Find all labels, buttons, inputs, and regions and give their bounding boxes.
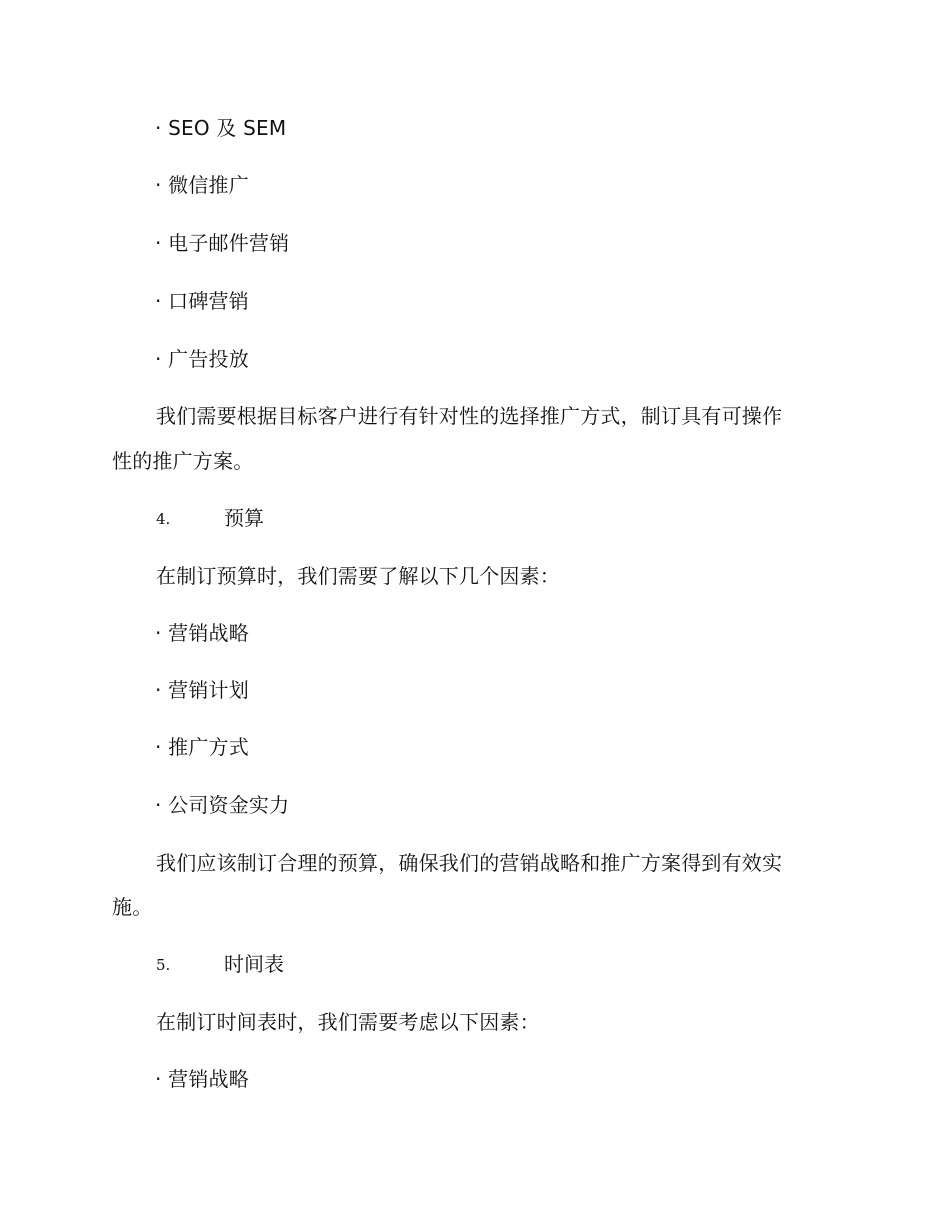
- paragraph-line: 我们应该制订合理的预算，确保我们的营销战略和推广方案得到有效实: [156, 851, 783, 875]
- list-item: · 广告投放: [155, 347, 249, 371]
- section-intro: 在制订时间表时，我们需要考虑以下因素：: [156, 1010, 540, 1034]
- list-item: · 微信推广: [155, 173, 249, 197]
- list-item: · 电子邮件营销: [155, 231, 290, 255]
- list-item: · 公司资金实力: [155, 793, 290, 817]
- list-item: · SEO 及 SEM: [155, 116, 287, 140]
- section-intro: 在制订预算时，我们需要了解以下几个因素：: [156, 564, 560, 588]
- list-item: · 营销战略: [155, 1067, 249, 1091]
- list-item: · 营销战略: [155, 621, 249, 645]
- section-number: 4.: [156, 510, 171, 528]
- list-item: · 营销计划: [155, 678, 249, 702]
- section-title: 预算: [224, 506, 264, 530]
- paragraph-line: 性的推广方案。: [112, 449, 254, 473]
- list-item: · 口碑营销: [155, 289, 249, 313]
- section-number: 5.: [156, 956, 171, 974]
- list-item: · 推广方式: [155, 735, 249, 759]
- paragraph-line: 我们需要根据目标客户进行有针对性的选择推广方式，制订具有可操作: [156, 404, 783, 428]
- section-title: 时间表: [224, 952, 284, 976]
- paragraph-line: 施。: [112, 895, 153, 919]
